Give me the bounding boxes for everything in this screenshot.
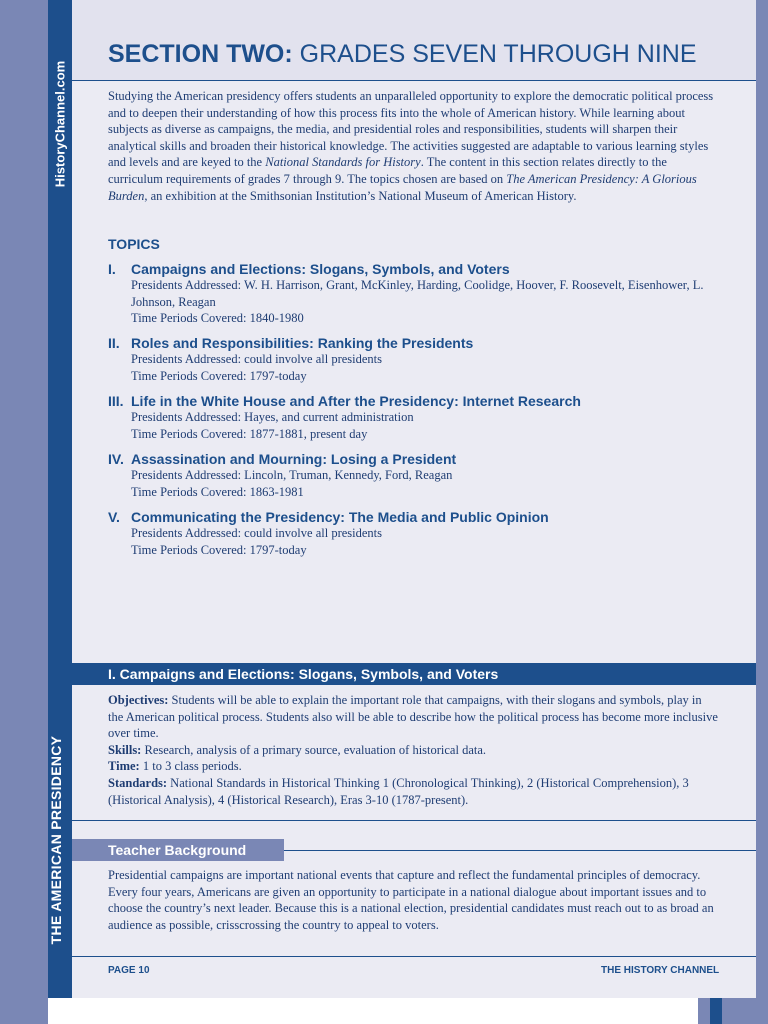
lesson-objectives bbox=[108, 692, 720, 808]
lesson-rule bbox=[72, 820, 756, 821]
topic-number: I. bbox=[108, 261, 116, 277]
objectives-text: Students will be able to explain the important role that campaigns, with their slogans and symbols, play in the American political process. Students also will be able to describe how the political process has become more inclusive over time. bbox=[108, 693, 718, 741]
time-label: Time: bbox=[108, 759, 140, 774]
header-rule bbox=[72, 80, 756, 81]
topic-periods: Time Periods Covered: 1877-1881, present day bbox=[131, 426, 368, 441]
page-number: PAGE 10 bbox=[108, 965, 150, 976]
topics-heading: TOPICS bbox=[108, 236, 160, 252]
topic-presidents: Presidents Addressed: Lincoln, Truman, Kennedy, Ford, Reagan bbox=[131, 468, 453, 482]
left-margin-band bbox=[0, 0, 48, 1024]
topic-presidents: Presidents Addressed: Hayes, and current administration bbox=[131, 410, 414, 424]
skills-text: Research, analysis of a primary source, evaluation of historical data. bbox=[141, 742, 487, 757]
intro-italic-standards: National Standards for History bbox=[265, 155, 421, 170]
time-text: 1 to 3 class periods. bbox=[139, 759, 242, 774]
topic-periods: Time Periods Covered: 1840-1980 bbox=[131, 311, 304, 326]
topic-title: Life in the White House and After the Presidency: Internet Research bbox=[131, 393, 581, 409]
sidebar-url[interactable]: HistoryChannel.com bbox=[52, 60, 68, 188]
topic-periods: Time Periods Covered: 1863-1981 bbox=[131, 484, 304, 499]
intro-text-1: Studying the American presidency offers students an unparalleled opportunity to explore the democratic political process and to deepen their understanding of how this process fits into the whole of American history. While learning about subjects as diverse as campaigns, the media, and presidential roles and responsibilities, students will sharpen their analytical skills and broaden their historical knowledge. The activities suggested are adaptable to various learning styles and levels and are keyed to the bbox=[108, 89, 714, 170]
intro-text-3: , an exhibition at the Smithsonian Institution’s National Museum of American History. bbox=[144, 188, 577, 203]
page-title bbox=[108, 40, 697, 69]
topic-periods: Time Periods Covered: 1797-today bbox=[131, 368, 307, 383]
topic-presidents: Presidents Addressed: W. H. Harrison, Grant, McKinley, Harding, Coolidge, Hoover, F. Roosevelt, Eisenhower, L. Johnson, Reagan bbox=[131, 278, 704, 309]
standards-text: National Standards in Historical Thinking 1 (Chronological Thinking), 2 (Historical Comprehension), 3 (Historical Analysis), 4 (Historical Research), Eras 3-10 (1787-present). bbox=[108, 775, 689, 807]
topic-presidents: Presidents Addressed: could involve all presidents bbox=[131, 526, 383, 540]
intro-text-2: . The content in this section relates directly to the curriculum requirements of grades 7 through 9. The topics chosen are based on bbox=[108, 155, 667, 186]
topic-title: Campaigns and Elections: Slogans, Symbols, and Voters bbox=[131, 261, 510, 277]
topic-title: Roles and Responsibilities: Ranking the Presidents bbox=[131, 335, 474, 351]
sidebar-title: THE AMERICAN PRESIDENCY bbox=[48, 735, 64, 945]
topic-number: III. bbox=[108, 393, 124, 409]
teacher-background-heading: Teacher Background bbox=[108, 842, 247, 858]
teacher-background-rule bbox=[284, 850, 756, 851]
intro-italic-exhibition: The American Presidency: A Glorious Burden bbox=[108, 171, 697, 203]
topic-item bbox=[108, 393, 728, 442]
topic-presidents: Presidents Addressed: could involve all presidents bbox=[131, 352, 383, 366]
section-title-rest: GRADES SEVEN THROUGH NINE bbox=[292, 40, 697, 68]
corner-block bbox=[710, 998, 722, 1024]
topic-title: Assassination and Mourning: Losing a President bbox=[131, 451, 457, 467]
topic-item bbox=[108, 451, 728, 500]
teacher-background-tab bbox=[72, 839, 284, 861]
footer-rule bbox=[72, 956, 756, 957]
footer-brand: THE HISTORY CHANNEL bbox=[601, 965, 720, 976]
objectives-label: Objectives: bbox=[108, 693, 169, 707]
topic-item bbox=[108, 261, 728, 327]
teacher-background-text: Presidential campaigns are important national events that capture and reflect the fundamental principles of democracy. Every four years, Americans are given an opportunity to participate in a national dialogue about important issues and to choose the country’s next leader. Because this is a national election, presidential candidates must reach out to as broad an audience as possible, crisscrossing the country to appeal to voters. bbox=[108, 868, 714, 932]
corner-block bbox=[698, 998, 710, 1024]
lesson-banner-title: I. Campaigns and Elections: Slogans, Symbols, and Voters bbox=[108, 666, 499, 682]
right-margin-band bbox=[756, 0, 768, 1024]
topic-item bbox=[108, 509, 728, 558]
topic-item bbox=[108, 335, 728, 384]
topic-number: IV. bbox=[108, 451, 124, 467]
standards-label: Standards: bbox=[108, 775, 168, 790]
topic-title: Communicating the Presidency: The Media and Public Opinion bbox=[131, 509, 549, 525]
intro-paragraph bbox=[108, 88, 720, 204]
topic-number: II. bbox=[108, 335, 120, 351]
lesson-banner bbox=[72, 663, 756, 685]
skills-label: Skills: bbox=[108, 742, 142, 757]
topic-number: V. bbox=[108, 509, 120, 525]
topic-periods: Time Periods Covered: 1797-today bbox=[131, 542, 307, 557]
section-title-bold: SECTION TWO: bbox=[108, 40, 293, 68]
corner-block bbox=[722, 998, 768, 1024]
